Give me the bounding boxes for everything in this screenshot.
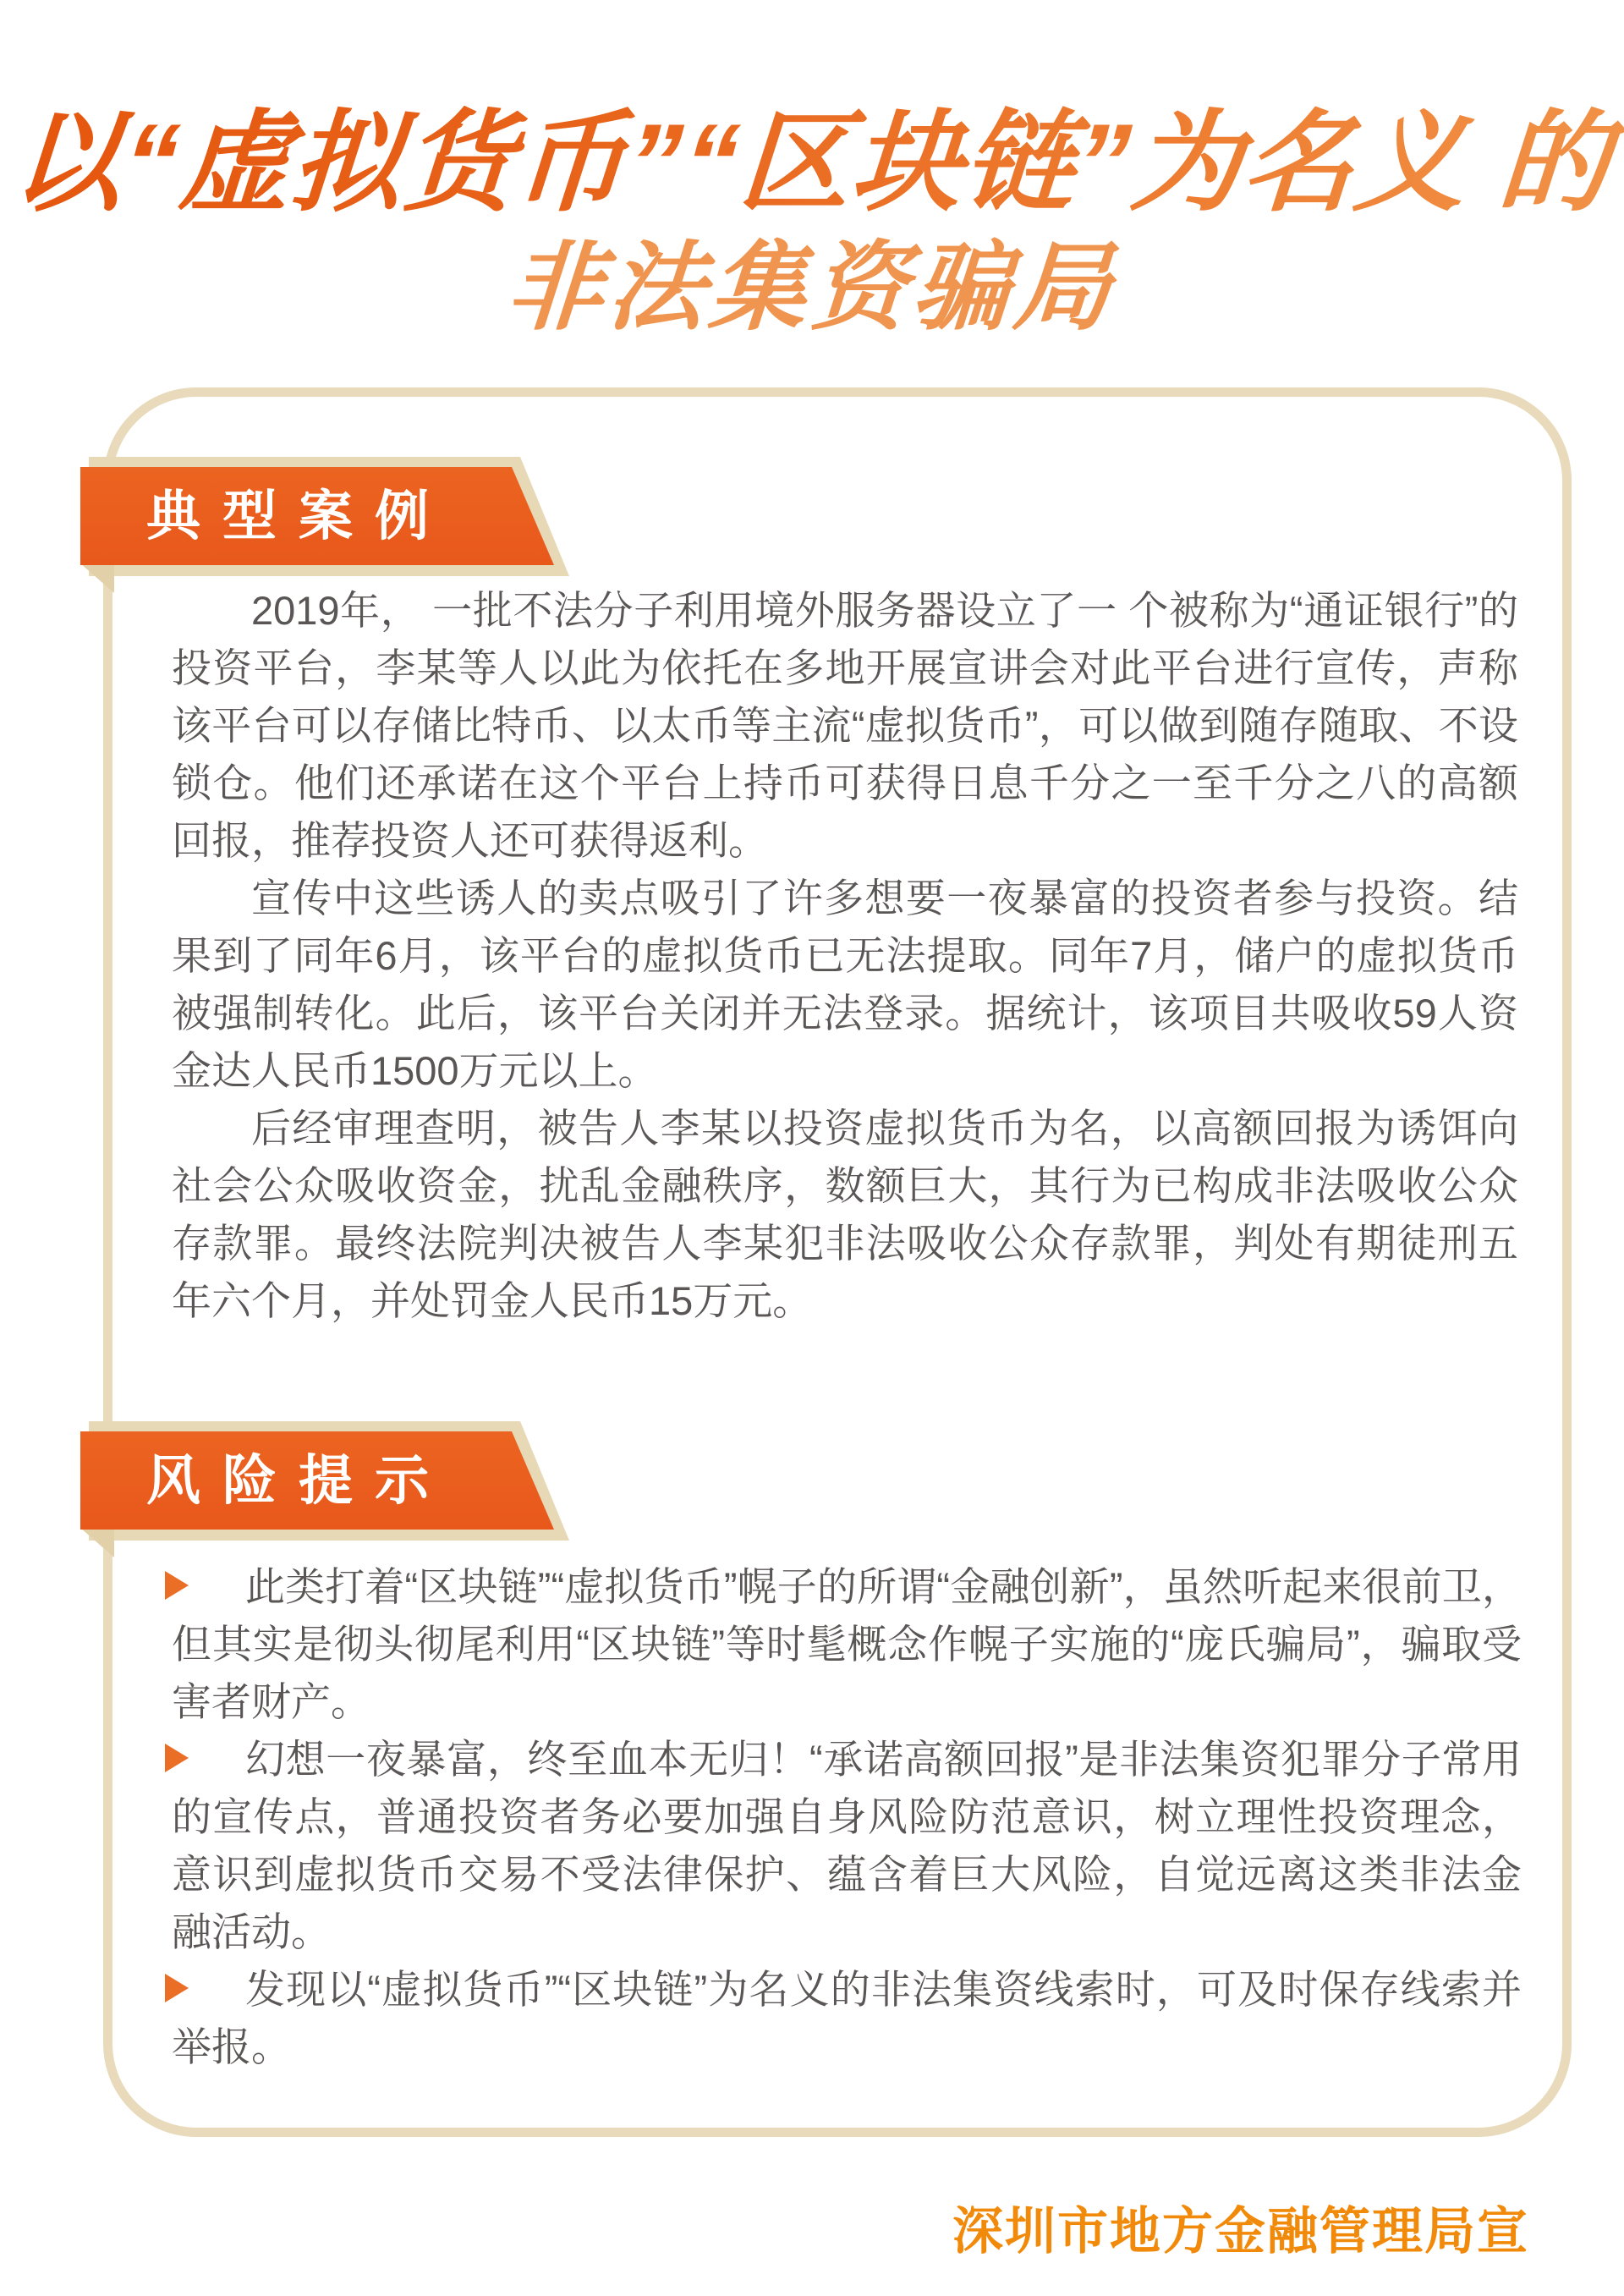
risk-bullet-text: 发现以“虚拟货币”“区块链”为名义的非法集资线索时，可及时保存线索并举报。 <box>172 1967 1522 2069</box>
typical-case-body <box>172 582 1518 1330</box>
case-paragraph-3: 后经审理查明，被告人李某以投资虚拟货币为名，以高额回报为诱饵向社会公众吸收资金，扰乱金融秩序，数额巨大，其行为已构成非法吸收公众存款罪。最终法院判决被告人李某犯非法吸收公众存款罪，判处有期徒刑五年六个月，并处罚金人民币15万元。 <box>172 1106 1518 1323</box>
ribbon-fold <box>80 563 114 593</box>
section-header-risk-tips <box>80 1431 554 1530</box>
section-header-typical-case <box>80 467 554 565</box>
section-title-label: 典型案例 <box>146 486 451 547</box>
case-paragraph-2: 宣传中这些诱人的卖点吸引了许多想要一夜暴富的投资者参与投资。结果到了同年6月，该平台的虚拟货币已无法提取。同年7月，储户的虚拟货币被强制转化。此后，该平台关闭并无法登录。据统计，该项目共吸收59人资金达人民币1500万元以上。 <box>172 876 1518 1093</box>
triangle-right-icon <box>165 1744 189 1772</box>
poster-title-line1: 以“虚拟货币”“区块链”为名义 的 <box>0 74 1624 233</box>
risk-bullet-text: 此类打着“区块链”“虚拟货币”幌子的所谓“金融创新”，虽然听起来很前卫，但其实是彻头彻尾利用“区块链”等时髦概念作幌子实施的“庞氏骗局”，骗取受害者财产。 <box>172 1564 1522 1724</box>
risk-bullet-text: 幻想一夜暴富，终至血本无归！“承诺高额回报”是非法集资犯罪分子常用的宣传点，普通投资者务必要加强自身风险防范意识，树立理性投资理念，意识到虚拟货币交易不受法律保护、蕴含着巨大风险，自觉远离这类非法金融活动。 <box>172 1737 1522 1954</box>
poster-title-line2: 非法集资骗局 <box>502 234 1120 342</box>
triangle-right-icon <box>165 1571 189 1600</box>
case-paragraph-1: 2019年， 一批不法分子利用境外服务器设立了一 个被称为“通证银行”的投资平台，李某等人以此为依托在多地开展宣讲会对此平台进行宣传，声称该平台可以存储比特币、以太币等主流“虚拟货币”，可以做到随存随取、不设锁仓。他们还承诺在这个平台上持币可获得日息千分之一至千分之八的高额回报，推荐投资人还可获得返利。 <box>172 588 1518 863</box>
risk-bullet-2 <box>172 1731 1522 1961</box>
risk-bullet-1 <box>172 1558 1522 1731</box>
triangle-right-icon <box>165 1974 189 2002</box>
section-title-label: 风险提示 <box>146 1450 451 1511</box>
publisher-credit: 深圳市地方金融管理局宣 <box>952 2203 1529 2260</box>
risk-bullet-3 <box>172 1961 1522 2076</box>
ribbon-fold <box>80 1528 114 1557</box>
risk-tips-body <box>172 1558 1522 2076</box>
